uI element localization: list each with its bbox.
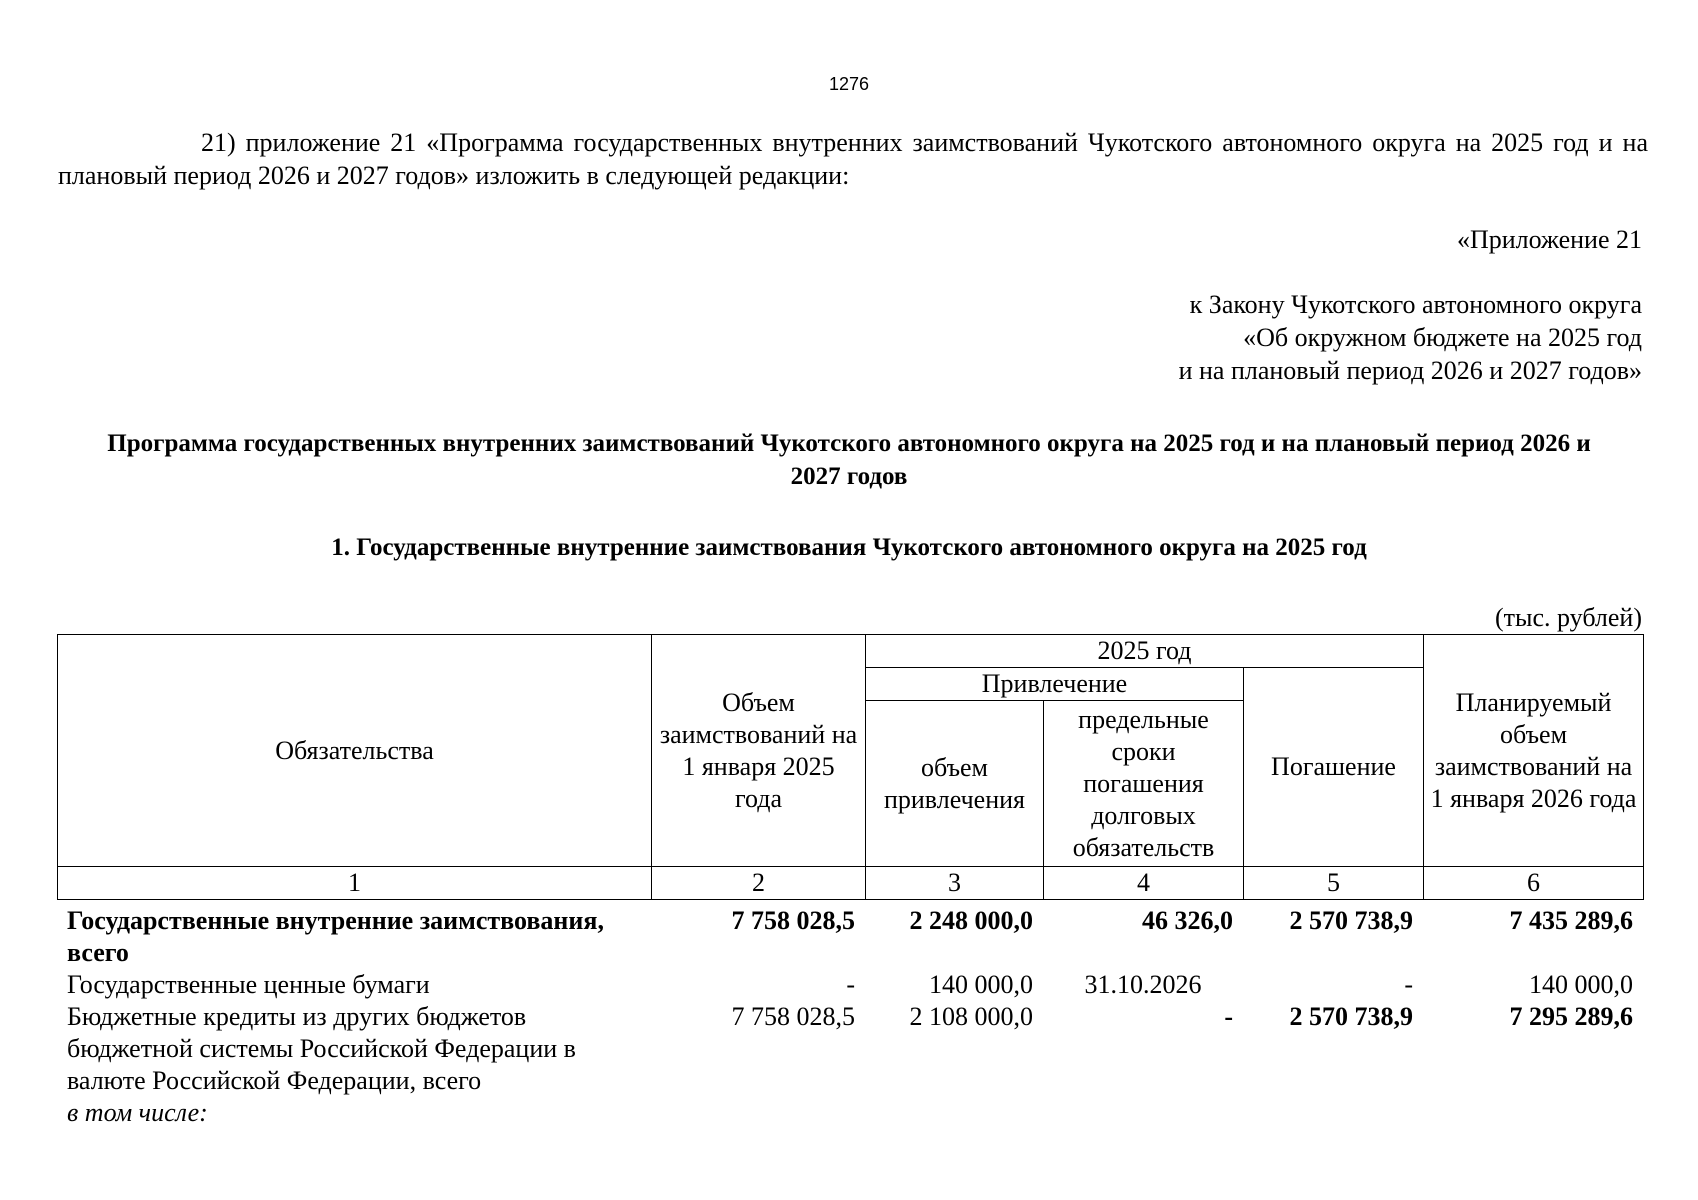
cell-volume-start: 7 758 028,5	[731, 906, 855, 935]
row-name: Государственные ценные бумаги	[67, 970, 430, 999]
header-volume-start: Объем заимствований на 1 января 2025 года	[652, 635, 866, 867]
annex-ref-line: и на плановый период 2026 и 2027 годов»	[1178, 356, 1642, 385]
cell-attraction-volume: 140 000,0	[929, 970, 1033, 999]
header-attraction-volume: объем привлечения	[866, 701, 1044, 867]
borrowing-table-header	[57, 634, 1644, 900]
section-title: 1. Государственные внутренние заимствования Чукотского автономного округа на 2025 год	[331, 534, 1367, 561]
cell-planned-volume: 7 435 289,6	[1509, 906, 1633, 935]
borrowing-table-body	[57, 905, 1643, 1129]
column-number: 2	[652, 867, 866, 900]
header-deadlines: предельные сроки погашения долговых обязательств	[1044, 701, 1244, 867]
header-attraction: Привлечение	[866, 668, 1244, 701]
row-name: Государственные внутренние заимствования, всего	[67, 906, 604, 967]
header-year: 2025 год	[866, 635, 1424, 668]
column-number: 3	[866, 867, 1044, 900]
table-row	[57, 969, 1643, 1001]
header-planned-volume: Планируемый объем заимствований на 1 января 2026 года	[1424, 635, 1644, 867]
cell-volume-start: -	[846, 970, 855, 999]
cell-repayment: 2 570 738,9	[1289, 1002, 1413, 1031]
cell-deadline: 46 326,0	[1142, 906, 1233, 935]
header-repayment: Погашение	[1244, 668, 1424, 867]
cell-repayment: 2 570 738,9	[1289, 906, 1413, 935]
page-number: 1276	[828, 74, 870, 94]
program-title: Программа государственных внутренних заимствований Чукотского автономного округа на 2025 год и на плановый период 2026 и 2027 годов	[107, 430, 1591, 490]
cell-attraction-volume: 2 108 000,0	[909, 1002, 1033, 1031]
table-row	[57, 1097, 1643, 1129]
row-name: Бюджетные кредиты из других бюджетов бюджетной системы Российской Федерации в валюте Российской Федерации, всего	[67, 1002, 576, 1095]
column-number: 6	[1424, 867, 1644, 900]
column-number: 1	[58, 867, 652, 900]
cell-volume-start: 7 758 028,5	[731, 1002, 855, 1031]
header-obligations: Обязательства	[58, 635, 652, 867]
cell-deadline: -	[1224, 1002, 1233, 1031]
column-number: 5	[1244, 867, 1424, 900]
annex-reference	[1042, 288, 1642, 387]
cell-repayment: -	[1404, 970, 1413, 999]
units-label: (тыс. рублей)	[1494, 603, 1642, 632]
intro-paragraph: 21) приложение 21 «Программа государственных внутренних заимствований Чукотского автономного округа на 2025 год и на плановый период 2026 и 2027 годов» изложить в следующей редакции:	[58, 128, 1648, 190]
cell-planned-volume: 140 000,0	[1529, 970, 1633, 999]
cell-deadline: 31.10.2026	[1084, 970, 1202, 999]
row-including: в том числе:	[67, 1098, 208, 1127]
cell-planned-volume: 7 295 289,6	[1509, 1002, 1633, 1031]
table-row	[57, 1001, 1643, 1097]
annex-title: «Приложение 21	[1456, 225, 1642, 254]
annex-ref-line: «Об окружном бюджете на 2025 год	[1243, 323, 1642, 352]
column-number: 4	[1044, 867, 1244, 900]
table-row	[57, 905, 1643, 969]
cell-attraction-volume: 2 248 000,0	[909, 906, 1033, 935]
annex-ref-line: к Закону Чукотского автономного округа	[1189, 290, 1642, 319]
